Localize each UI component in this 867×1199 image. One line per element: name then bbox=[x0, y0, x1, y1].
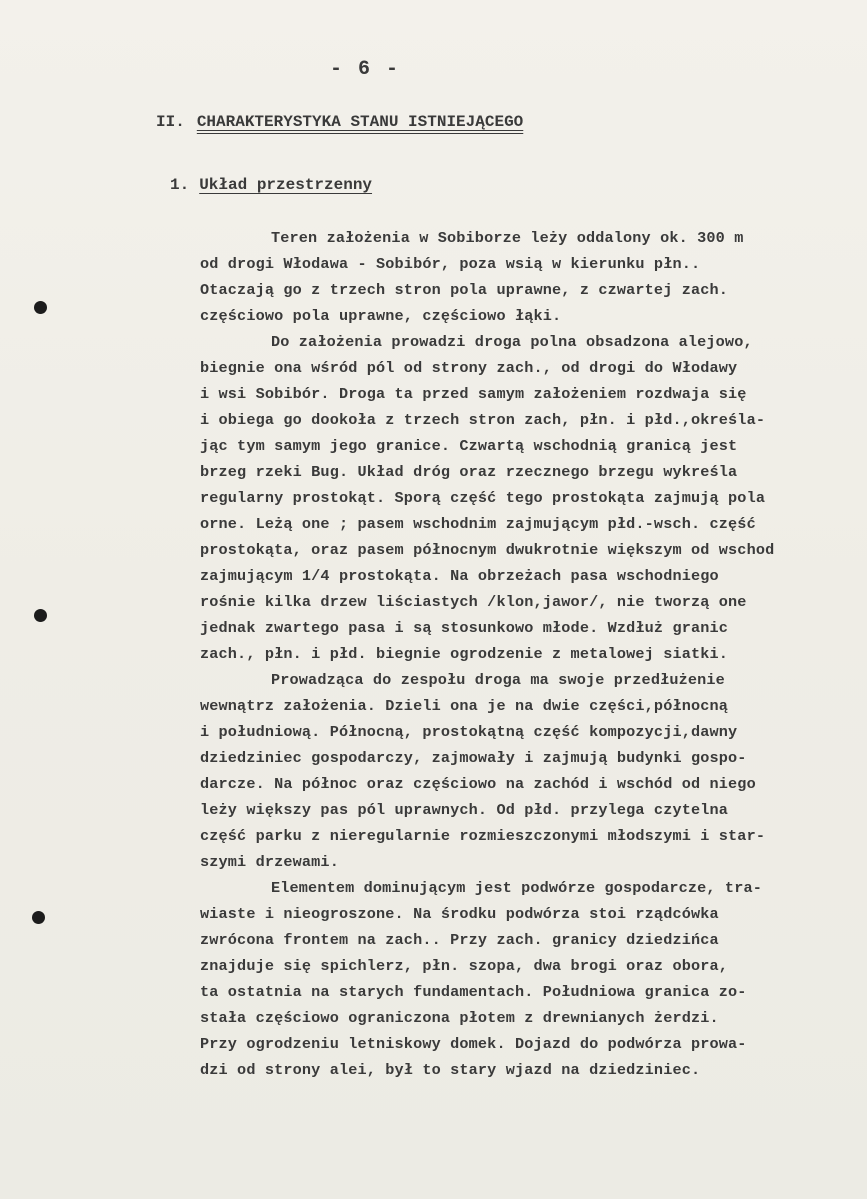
text-line: leży większy pas pól uprawnych. Od płd. przylega czytelna bbox=[200, 801, 729, 819]
text-line: i obiega go dookoła z trzech stron zach, płn. i płd.,określa- bbox=[200, 411, 766, 429]
text-line: Elementem dominującym jest podwórze gospodarcze, tra- bbox=[271, 879, 762, 897]
text-line: dzi od strony alei, był to stary wjazd na dziedziniec. bbox=[200, 1061, 701, 1079]
text-line: regularny prostokąt. Sporą część tego prostokąta zajmują pola bbox=[200, 489, 766, 507]
text-line: i południową. Północną, prostokątną część kompozycji,dawny bbox=[200, 723, 738, 741]
text-line: Prowadząca do zespołu droga ma swoje przedłużenie bbox=[271, 671, 725, 689]
text-line: zwrócona frontem na zach.. Przy zach. granicy dziedzińca bbox=[200, 931, 719, 949]
chapter-number: II. bbox=[156, 113, 185, 131]
text-line: darcze. Na północ oraz częściowo na zachód i wschód od niego bbox=[200, 775, 756, 793]
punch-hole-top bbox=[34, 301, 47, 314]
text-line: Przy ogrodzeniu letniskowy domek. Dojazd do podwórza prowa- bbox=[200, 1035, 747, 1053]
text-line: część parku z nieregularnie rozmieszczonymi młodszymi i star- bbox=[200, 827, 766, 845]
text-line: Do założenia prowadzi droga polna obsadzona alejowo, bbox=[271, 333, 753, 351]
punch-hole-middle bbox=[34, 609, 47, 622]
text-line: ta ostatnia na starych fundamentach. Południowa granica zo- bbox=[200, 983, 747, 1001]
text-line: Teren założenia w Sobiborze leży oddalony ok. 300 m bbox=[271, 229, 744, 247]
section-heading bbox=[170, 176, 372, 194]
text-line: wewnątrz założenia. Dzieli ona je na dwie części,północną bbox=[200, 697, 729, 715]
chapter-heading bbox=[156, 113, 523, 131]
text-line: zajmującym 1/4 prostokąta. Na obrzeżach pasa wschodniego bbox=[200, 567, 719, 585]
text-line: orne. Leżą one ; pasem wschodnim zajmującym płd.-wsch. część bbox=[200, 515, 756, 533]
text-line: dziedziniec gospodarczy, zajmowały i zajmują budynki gospo- bbox=[200, 749, 747, 767]
text-line: jednak zwartego pasa i są stosunkowo młode. Wzdłuż granic bbox=[200, 619, 729, 637]
text-line: rośnie kilka drzew liściastych /klon,jawor/, nie tworzą one bbox=[200, 593, 747, 611]
text-line: i wsi Sobibór. Droga ta przed samym założeniem rozdwaja się bbox=[200, 385, 747, 403]
text-line: biegnie ona wśród pól od strony zach., od drogi do Włodawy bbox=[200, 359, 738, 377]
text-line: jąc tym samym jego granice. Czwartą wschodnią granicą jest bbox=[200, 437, 738, 455]
text-line: Otaczają go z trzech stron pola uprawne, z czwartej zach. bbox=[200, 281, 729, 299]
section-number: 1. bbox=[170, 176, 190, 194]
text-line: prostokąta, oraz pasem północnym dwukrotnie większym od wschod bbox=[200, 541, 775, 559]
text-line: od drogi Włodawa - Sobibór, poza wsią w kierunku płn.. bbox=[200, 255, 701, 273]
page-number: - 6 - bbox=[329, 58, 400, 81]
text-line: brzeg rzeki Bug. Układ dróg oraz rzecznego brzegu wykreśla bbox=[200, 463, 738, 481]
text-line: zach., płn. i płd. biegnie ogrodzenie z metalowej siatki. bbox=[200, 645, 729, 663]
text-line: znajduje się spichlerz, płn. szopa, dwa brogi oraz obora, bbox=[200, 957, 729, 975]
text-line: stała częściowo ograniczona płotem z drewnianych żerdzi. bbox=[200, 1009, 719, 1027]
chapter-title: CHARAKTERYSTYKA STANU ISTNIEJĄCEGO bbox=[196, 113, 524, 131]
section-title: Układ przestrzenny bbox=[199, 176, 373, 194]
punch-hole-bottom bbox=[32, 911, 45, 924]
text-line: wiaste i nieogroszone. Na środku podwórza stoi rządcówka bbox=[200, 905, 719, 923]
text-line: szymi drzewami. bbox=[200, 853, 339, 871]
text-line: częściowo pola uprawne, częściowo łąki. bbox=[200, 307, 562, 325]
